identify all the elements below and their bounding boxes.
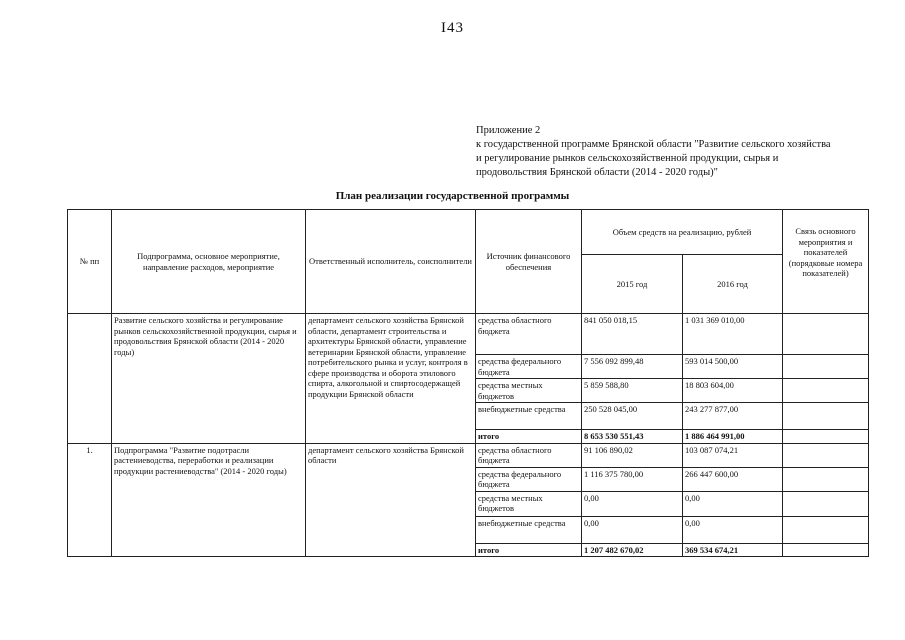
row-2015: 1 116 375 780,00: [582, 467, 683, 491]
header-num: № пп: [68, 210, 112, 314]
row-source: средства областного бюджета: [476, 443, 582, 467]
row-source-total: итого: [476, 430, 582, 444]
row-2015: 0,00: [582, 491, 683, 516]
row-2016: 593 014 500,00: [683, 355, 783, 379]
row-link: [783, 443, 869, 467]
row-2015: 7 556 092 899,48: [582, 355, 683, 379]
row-link: [783, 355, 869, 379]
row-executor: департамент сельского хозяйства Брянской области, департамент строительства и архитектуры Брянской области, управление ветеринарии Брянской области, управление потребительского рынка и услуг, контроля в сфере производства и оборота этилового спирта, алкогольной и спиртосодержащей продукции Брянской области: [306, 314, 476, 444]
table-row: [68, 314, 869, 355]
row-program: Подпрограмма "Развитие подотрасли растениеводства, переработки и реализации продукции растениеводства" (2014 - 2020 годы): [112, 443, 306, 557]
row-link: [783, 379, 869, 403]
row-2016: 0,00: [683, 516, 783, 543]
row-2015: 5 859 588,80: [582, 379, 683, 403]
header-volume: Объем средств на реализацию, рублей: [582, 210, 783, 255]
row-2016: 0,00: [683, 491, 783, 516]
row-link: [783, 543, 869, 557]
header-source: Источник финансового обеспечения: [476, 210, 582, 314]
row-2016-total: 1 886 464 991,00: [683, 430, 783, 444]
row-num: [68, 314, 112, 444]
row-program: Развитие сельского хозяйства и регулирование рынков сельскохозяйственной продукции, сырья и продовольствия Брянской области (2014 - 2020 годы): [112, 314, 306, 444]
row-2016-total: 369 534 674,21: [683, 543, 783, 557]
row-2015: 841 050 018,15: [582, 314, 683, 355]
header-program: Подпрограмма, основное мероприятие, направление расходов, мероприятие: [112, 210, 306, 314]
table-row: [68, 443, 869, 467]
row-link: [783, 467, 869, 491]
row-source: средства федерального бюджета: [476, 355, 582, 379]
appendix-line-4: продовольствия Брянской области (2014 - 2020 годы)": [476, 167, 718, 178]
appendix-line-1: Приложение 2: [476, 125, 541, 136]
row-2016: 103 087 074,21: [683, 443, 783, 467]
page-number: I43: [441, 20, 464, 36]
header-executor: Ответственный исполнитель, соисполнители: [306, 210, 476, 314]
row-link: [783, 430, 869, 444]
row-2015: 250 528 045,00: [582, 403, 683, 430]
row-2015: 0,00: [582, 516, 683, 543]
row-2015-total: 1 207 482 670,02: [582, 543, 683, 557]
row-source: внебюджетные средства: [476, 403, 582, 430]
row-source: средства местных бюджетов: [476, 491, 582, 516]
plan-title: План реализации государственной программы: [335, 190, 570, 202]
row-num: 1.: [68, 443, 112, 557]
appendix-line-3: и регулирование рынков сельскохозяйственной продукции, сырья и: [476, 153, 779, 164]
appendix-note: [476, 124, 876, 180]
row-2016: 1 031 369 010,00: [683, 314, 783, 355]
row-link: [783, 516, 869, 543]
row-link: [783, 491, 869, 516]
row-source: внебюджетные средства: [476, 516, 582, 543]
row-2016: 18 803 604,00: [683, 379, 783, 403]
row-2016: 243 277 877,00: [683, 403, 783, 430]
row-source: средства областного бюджета: [476, 314, 582, 355]
header-year-2015: 2015 год: [582, 255, 683, 314]
row-link: [783, 314, 869, 355]
row-2016: 266 447 600,00: [683, 467, 783, 491]
header-link: Связь основного мероприятия и показателей (порядковые номера показателей): [783, 210, 869, 314]
appendix-line-2: к государственной программе Брянской области "Развитие сельского хозяйства: [476, 139, 831, 150]
row-link: [783, 403, 869, 430]
row-source-total: итого: [476, 543, 582, 557]
plan-table: [67, 209, 869, 557]
row-source: средства федерального бюджета: [476, 467, 582, 491]
row-source: средства местных бюджетов: [476, 379, 582, 403]
row-2015-total: 8 653 530 551,43: [582, 430, 683, 444]
header-year-2016: 2016 год: [683, 255, 783, 314]
row-2015: 91 106 890,02: [582, 443, 683, 467]
row-executor: департамент сельского хозяйства Брянской области: [306, 443, 476, 557]
